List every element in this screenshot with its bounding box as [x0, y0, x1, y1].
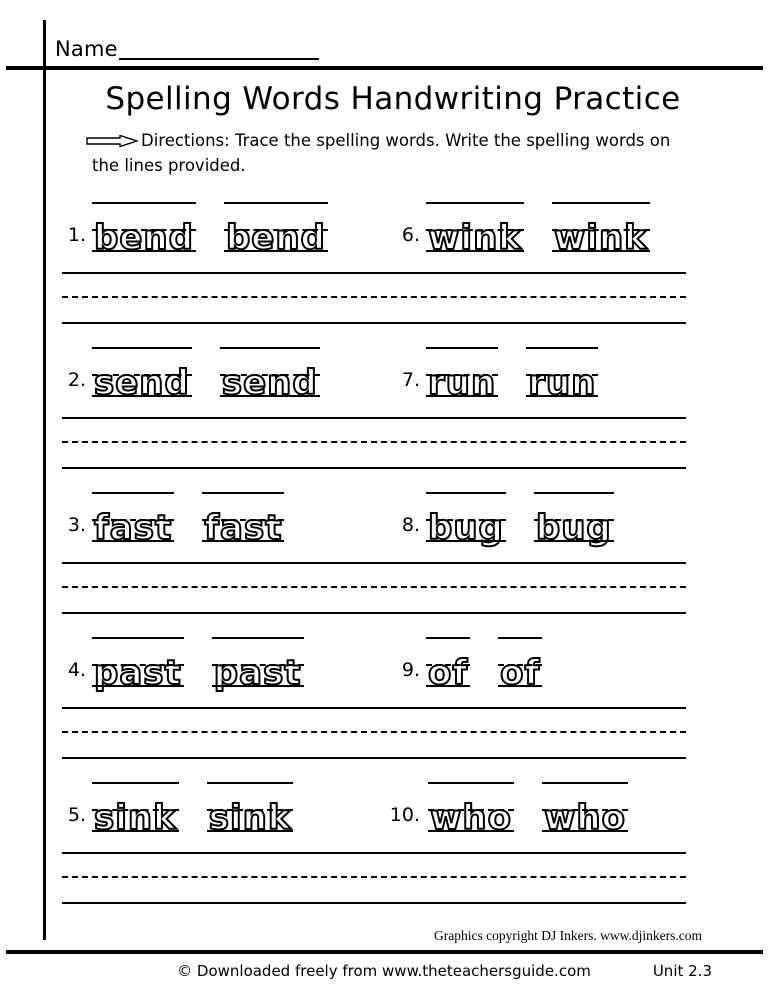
trace-word-text: of	[500, 653, 541, 693]
trace-word-row	[426, 202, 678, 264]
trace-word-row	[92, 347, 348, 409]
directions-line-1: Directions: Trace the spelling words. Write the spelling words on	[141, 131, 671, 150]
trace-word-text: run	[528, 363, 597, 403]
practice-item	[386, 631, 726, 776]
trace-word-row	[426, 347, 626, 409]
trace-word-text: past	[213, 653, 302, 693]
trace-word	[92, 492, 174, 548]
trace-word	[426, 202, 524, 258]
trace-word-text: bug	[535, 508, 612, 548]
trace-word-text: run	[428, 363, 497, 403]
arrow-right-outline-icon	[86, 129, 138, 141]
item-number: 10.	[389, 804, 420, 826]
trace-word	[202, 492, 284, 548]
item-number: 2.	[67, 369, 86, 391]
unit-label: Unit 2.3	[652, 962, 712, 980]
practice-item	[52, 776, 392, 921]
trace-word-text: sink	[208, 798, 292, 838]
trace-word	[212, 637, 304, 693]
practice-item	[386, 776, 726, 921]
trace-word	[428, 782, 514, 838]
trace-word-text: bend	[94, 218, 194, 258]
trace-word-text: fast	[94, 508, 173, 548]
trace-word-text: past	[94, 653, 182, 693]
trace-word-text: bend	[225, 218, 326, 258]
trace-word	[534, 492, 614, 548]
directions-line-2: the lines provided.	[92, 156, 246, 175]
trace-word	[426, 492, 506, 548]
trace-word-text: sink	[94, 798, 177, 838]
practice-item	[52, 631, 392, 776]
trace-word	[552, 202, 650, 258]
trace-word-text: fast	[204, 508, 283, 548]
trace-word	[542, 782, 628, 838]
trace-word-text: send	[221, 363, 318, 403]
practice-item	[386, 341, 726, 486]
trace-word	[426, 347, 498, 403]
practice-item	[52, 341, 392, 486]
directions-block	[86, 128, 686, 178]
trace-word	[207, 782, 294, 838]
item-number: 4.	[67, 659, 86, 681]
item-number: 8.	[401, 514, 420, 536]
trace-word-text: of	[428, 653, 469, 693]
trace-word-text: wink	[553, 218, 648, 258]
name-label: Name	[55, 37, 118, 61]
trace-word-text: who	[430, 798, 512, 838]
header-divider	[6, 66, 763, 70]
trace-word	[224, 202, 328, 258]
trace-word-row	[92, 492, 312, 554]
trace-word	[220, 347, 320, 403]
trace-word	[498, 637, 542, 693]
name-field-row	[55, 26, 319, 60]
trace-word-text: who	[543, 798, 626, 838]
trace-word-text: bug	[428, 508, 504, 548]
practice-item	[52, 196, 392, 341]
graphics-credit: Graphics copyright DJ Inkers. www.djinkers.com	[434, 928, 702, 943]
trace-word-row	[92, 202, 356, 264]
downloaded-from-text: © Downloaded freely from www.theteachersguide.com	[177, 962, 591, 980]
trace-word	[92, 347, 192, 403]
trace-word-text: wink	[428, 218, 522, 258]
item-number: 7.	[401, 369, 420, 391]
item-number: 1.	[67, 224, 86, 246]
trace-word-row	[92, 637, 332, 699]
practice-item	[386, 196, 726, 341]
item-number: 6.	[401, 224, 420, 246]
trace-word-text: send	[94, 363, 190, 403]
item-number: 5.	[67, 804, 86, 826]
item-number: 3.	[67, 514, 86, 536]
trace-word	[92, 202, 196, 258]
trace-word-row	[426, 637, 570, 699]
footer-divider	[6, 950, 763, 954]
trace-word-row	[428, 782, 656, 844]
page-title: Spelling Words Handwriting Practice	[105, 81, 681, 117]
trace-word-row	[92, 782, 321, 844]
trace-word	[426, 637, 470, 693]
trace-word	[526, 347, 598, 403]
trace-word	[92, 782, 179, 838]
practice-item	[386, 486, 726, 631]
left-margin-rule	[43, 20, 46, 940]
item-number: 9.	[401, 659, 420, 681]
trace-word-row	[426, 492, 642, 554]
name-input-blank[interactable]	[119, 41, 319, 60]
practice-item	[52, 486, 392, 631]
trace-word	[92, 637, 184, 693]
